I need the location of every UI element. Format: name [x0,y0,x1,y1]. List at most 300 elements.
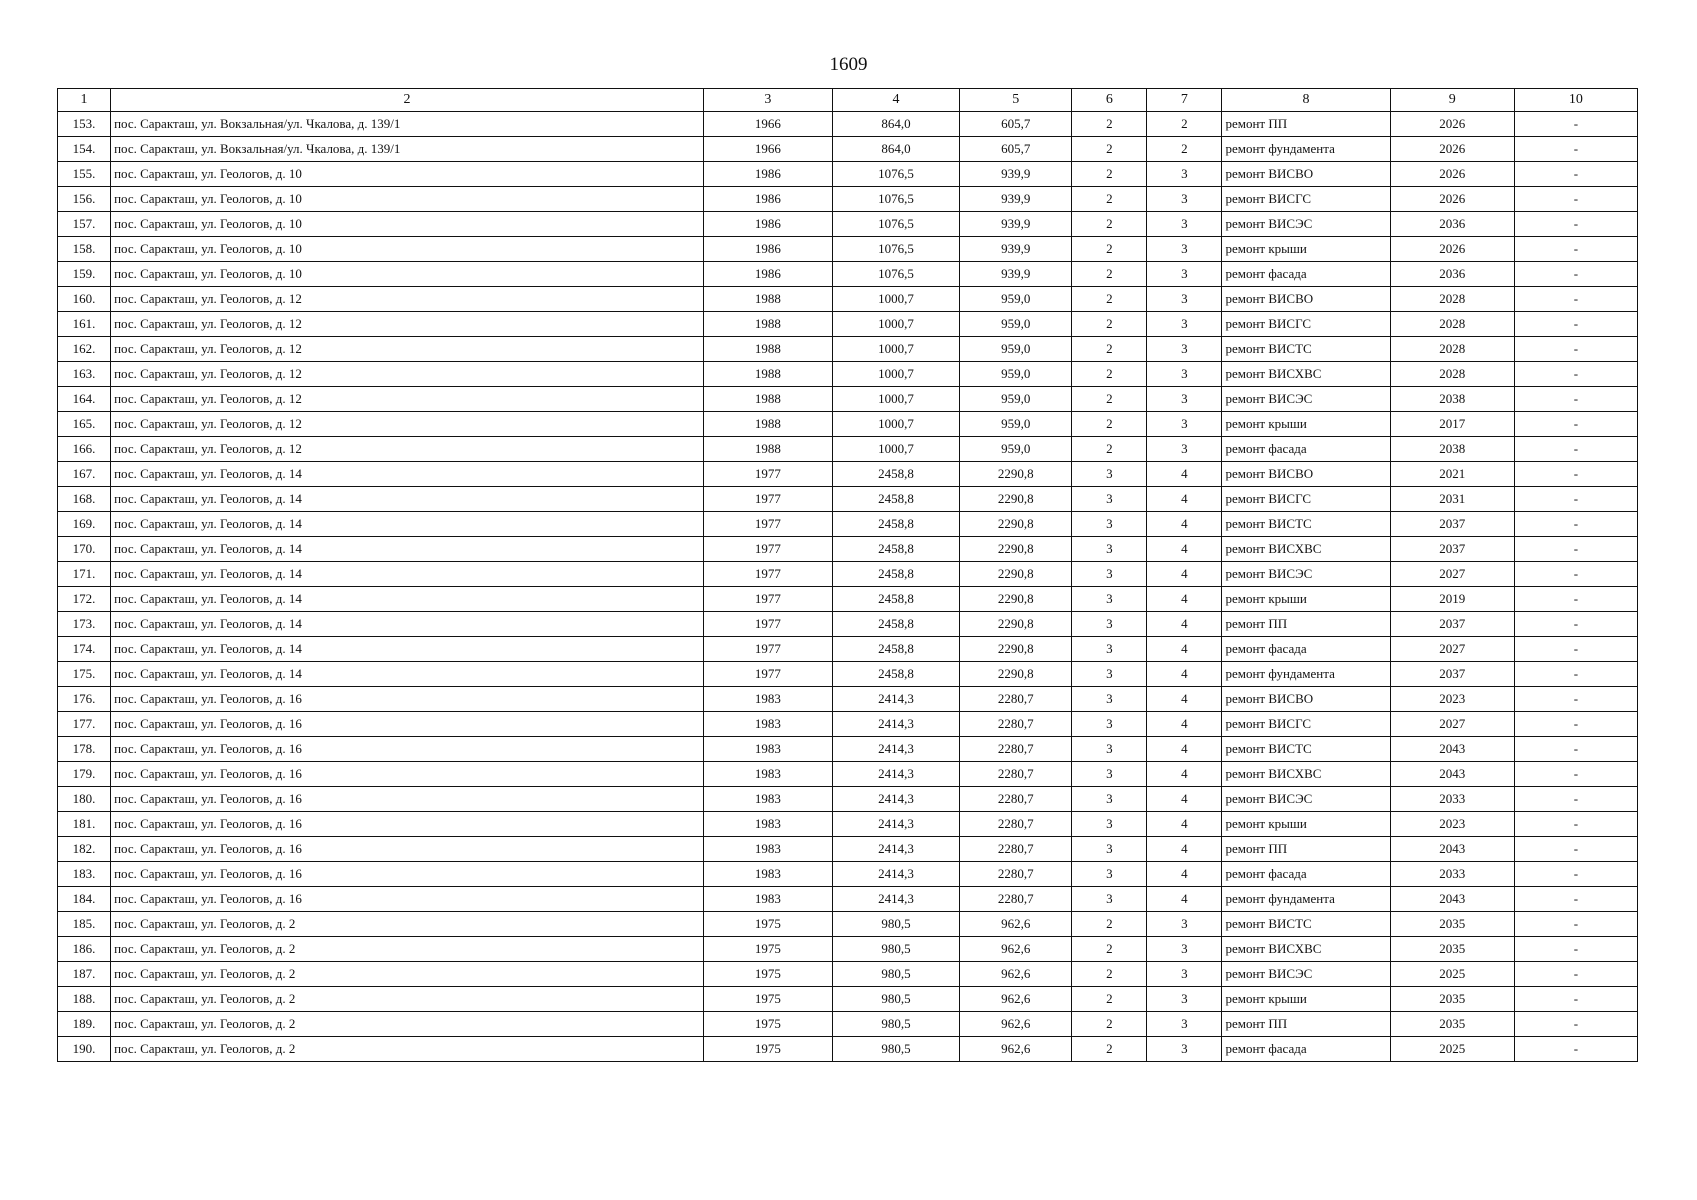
row-number-cell: 157. [58,212,111,237]
planned-year-cell: 2028 [1390,362,1514,387]
row-number-cell: 173. [58,612,111,637]
planned-year-cell: 2035 [1390,937,1514,962]
work-type-cell: ремонт ВИСЭС [1222,212,1390,237]
planned-year-cell: 2036 [1390,212,1514,237]
row-number-cell: 181. [58,812,111,837]
living-area-cell: 2280,7 [960,687,1072,712]
work-type-cell: ремонт ВИСТС [1222,337,1390,362]
living-area-cell: 2290,8 [960,662,1072,687]
entrances-count-cell: 3 [1147,1037,1222,1062]
floors-count-cell: 2 [1072,1037,1147,1062]
work-type-cell: ремонт ВИСВО [1222,687,1390,712]
work-type-cell: ремонт ВИСВО [1222,462,1390,487]
entrances-count-cell: 3 [1147,337,1222,362]
note-cell: - [1514,587,1637,612]
note-cell: - [1514,212,1637,237]
address-cell: пос. Саракташ, ул. Геологов, д. 10 [111,162,704,187]
planned-year-cell: 2025 [1390,962,1514,987]
capital-repair-table [57,88,1638,1062]
entrances-count-cell: 2 [1147,137,1222,162]
table-row [58,1012,1638,1037]
address-cell: пос. Саракташ, ул. Геологов, д. 12 [111,387,704,412]
work-type-cell: ремонт фасада [1222,1037,1390,1062]
table-row [58,837,1638,862]
entrances-count-cell: 4 [1147,737,1222,762]
work-type-cell: ремонт ВИСХВС [1222,762,1390,787]
total-area-cell: 2414,3 [832,687,959,712]
entrances-count-cell: 4 [1147,462,1222,487]
note-cell: - [1514,387,1637,412]
table-row [58,937,1638,962]
note-cell: - [1514,737,1637,762]
address-cell: пос. Саракташ, ул. Геологов, д. 16 [111,812,704,837]
work-type-cell: ремонт ВИСЭС [1222,387,1390,412]
note-cell: - [1514,537,1637,562]
row-number-cell: 165. [58,412,111,437]
floors-count-cell: 2 [1072,912,1147,937]
work-type-cell: ремонт ВИСЭС [1222,962,1390,987]
floors-count-cell: 2 [1072,412,1147,437]
year-built-cell: 1983 [703,787,832,812]
total-area-cell: 2458,8 [832,462,959,487]
work-type-cell: ремонт ВИСТС [1222,912,1390,937]
column-header: 10 [1514,89,1637,112]
work-type-cell: ремонт ВИСТС [1222,737,1390,762]
table-row [58,137,1638,162]
column-header: 8 [1222,89,1390,112]
row-number-cell: 156. [58,187,111,212]
table-row [58,562,1638,587]
work-type-cell: ремонт ВИСГС [1222,712,1390,737]
total-area-cell: 980,5 [832,1037,959,1062]
planned-year-cell: 2027 [1390,637,1514,662]
row-number-cell: 174. [58,637,111,662]
address-cell: пос. Саракташ, ул. Геологов, д. 2 [111,1037,704,1062]
work-type-cell: ремонт фасада [1222,637,1390,662]
table-body [58,112,1638,1062]
planned-year-cell: 2043 [1390,837,1514,862]
planned-year-cell: 2026 [1390,137,1514,162]
living-area-cell: 962,6 [960,1037,1072,1062]
total-area-cell: 1000,7 [832,337,959,362]
planned-year-cell: 2037 [1390,512,1514,537]
total-area-cell: 2414,3 [832,862,959,887]
address-cell: пос. Саракташ, ул. Геологов, д. 14 [111,662,704,687]
work-type-cell: ремонт фундамента [1222,887,1390,912]
entrances-count-cell: 4 [1147,662,1222,687]
planned-year-cell: 2035 [1390,912,1514,937]
planned-year-cell: 2026 [1390,112,1514,137]
note-cell: - [1514,612,1637,637]
living-area-cell: 939,9 [960,237,1072,262]
entrances-count-cell: 3 [1147,187,1222,212]
entrances-count-cell: 4 [1147,762,1222,787]
floors-count-cell: 2 [1072,237,1147,262]
year-built-cell: 1986 [703,162,832,187]
table-row [58,662,1638,687]
floors-count-cell: 2 [1072,1012,1147,1037]
entrances-count-cell: 4 [1147,612,1222,637]
floors-count-cell: 2 [1072,387,1147,412]
living-area-cell: 939,9 [960,262,1072,287]
total-area-cell: 2458,8 [832,662,959,687]
planned-year-cell: 2028 [1390,337,1514,362]
note-cell: - [1514,987,1637,1012]
year-built-cell: 1988 [703,412,832,437]
note-cell: - [1514,637,1637,662]
entrances-count-cell: 3 [1147,937,1222,962]
address-cell: пос. Саракташ, ул. Геологов, д. 2 [111,987,704,1012]
entrances-count-cell: 3 [1147,212,1222,237]
work-type-cell: ремонт крыши [1222,987,1390,1012]
entrances-count-cell: 4 [1147,512,1222,537]
table-row [58,912,1638,937]
floors-count-cell: 3 [1072,712,1147,737]
year-built-cell: 1975 [703,912,832,937]
year-built-cell: 1975 [703,1037,832,1062]
table-row [58,162,1638,187]
planned-year-cell: 2026 [1390,237,1514,262]
table-row [58,187,1638,212]
planned-year-cell: 2017 [1390,412,1514,437]
note-cell: - [1514,112,1637,137]
table-row [58,1037,1638,1062]
address-cell: пос. Саракташ, ул. Геологов, д. 14 [111,562,704,587]
entrances-count-cell: 4 [1147,537,1222,562]
entrances-count-cell: 4 [1147,812,1222,837]
floors-count-cell: 3 [1072,587,1147,612]
floors-count-cell: 2 [1072,187,1147,212]
note-cell: - [1514,262,1637,287]
address-cell: пос. Саракташ, ул. Геологов, д. 14 [111,537,704,562]
living-area-cell: 2280,7 [960,787,1072,812]
year-built-cell: 1983 [703,737,832,762]
table-row [58,787,1638,812]
entrances-count-cell: 4 [1147,712,1222,737]
address-cell: пос. Саракташ, ул. Геологов, д. 16 [111,787,704,812]
table-row [58,362,1638,387]
table-row [58,212,1638,237]
address-cell: пос. Саракташ, ул. Геологов, д. 14 [111,512,704,537]
table-row [58,287,1638,312]
row-number-cell: 182. [58,837,111,862]
page-number: 1609 [829,54,868,75]
total-area-cell: 980,5 [832,937,959,962]
note-cell: - [1514,837,1637,862]
table-row [58,587,1638,612]
note-cell: - [1514,287,1637,312]
row-number-cell: 164. [58,387,111,412]
entrances-count-cell: 3 [1147,962,1222,987]
planned-year-cell: 2027 [1390,562,1514,587]
row-number-cell: 160. [58,287,111,312]
planned-year-cell: 2028 [1390,287,1514,312]
work-type-cell: ремонт ВИСТС [1222,512,1390,537]
entrances-count-cell: 3 [1147,287,1222,312]
living-area-cell: 2290,8 [960,487,1072,512]
work-type-cell: ремонт крыши [1222,412,1390,437]
work-type-cell: ремонт крыши [1222,812,1390,837]
row-number-cell: 179. [58,762,111,787]
total-area-cell: 1000,7 [832,312,959,337]
row-number-cell: 184. [58,887,111,912]
floors-count-cell: 2 [1072,937,1147,962]
table-row [58,112,1638,137]
entrances-count-cell: 4 [1147,862,1222,887]
total-area-cell: 980,5 [832,962,959,987]
planned-year-cell: 2037 [1390,612,1514,637]
address-cell: пос. Саракташ, ул. Вокзальная/ул. Чкалова, д. 139/1 [111,112,704,137]
note-cell: - [1514,412,1637,437]
floors-count-cell: 3 [1072,787,1147,812]
total-area-cell: 2414,3 [832,762,959,787]
floors-count-cell: 3 [1072,837,1147,862]
note-cell: - [1514,562,1637,587]
address-cell: пос. Саракташ, ул. Геологов, д. 12 [111,312,704,337]
total-area-cell: 2458,8 [832,512,959,537]
total-area-cell: 1000,7 [832,387,959,412]
floors-count-cell: 3 [1072,537,1147,562]
year-built-cell: 1975 [703,937,832,962]
total-area-cell: 1000,7 [832,362,959,387]
planned-year-cell: 2021 [1390,462,1514,487]
floors-count-cell: 2 [1072,262,1147,287]
address-cell: пос. Саракташ, ул. Геологов, д. 14 [111,587,704,612]
total-area-cell: 2458,8 [832,587,959,612]
row-number-cell: 172. [58,587,111,612]
row-number-cell: 187. [58,962,111,987]
column-header: 1 [58,89,111,112]
row-number-cell: 161. [58,312,111,337]
note-cell: - [1514,762,1637,787]
address-cell: пос. Саракташ, ул. Геологов, д. 14 [111,487,704,512]
table-row [58,887,1638,912]
work-type-cell: ремонт ВИСЭС [1222,562,1390,587]
year-built-cell: 1988 [703,437,832,462]
entrances-count-cell: 3 [1147,237,1222,262]
row-number-cell: 167. [58,462,111,487]
total-area-cell: 1076,5 [832,187,959,212]
note-cell: - [1514,337,1637,362]
table-row [58,637,1638,662]
work-type-cell: ремонт ВИСГС [1222,187,1390,212]
row-number-cell: 189. [58,1012,111,1037]
entrances-count-cell: 3 [1147,262,1222,287]
planned-year-cell: 2038 [1390,437,1514,462]
floors-count-cell: 2 [1072,212,1147,237]
planned-year-cell: 2035 [1390,987,1514,1012]
table-row [58,537,1638,562]
total-area-cell: 980,5 [832,912,959,937]
entrances-count-cell: 4 [1147,587,1222,612]
address-cell: пос. Саракташ, ул. Геологов, д. 16 [111,862,704,887]
note-cell: - [1514,487,1637,512]
row-number-cell: 176. [58,687,111,712]
total-area-cell: 2414,3 [832,737,959,762]
living-area-cell: 605,7 [960,112,1072,137]
floors-count-cell: 2 [1072,287,1147,312]
living-area-cell: 2280,7 [960,712,1072,737]
floors-count-cell: 2 [1072,362,1147,387]
note-cell: - [1514,662,1637,687]
floors-count-cell: 2 [1072,137,1147,162]
floors-count-cell: 3 [1072,637,1147,662]
note-cell: - [1514,912,1637,937]
address-cell: пос. Саракташ, ул. Геологов, д. 10 [111,187,704,212]
table-row [58,412,1638,437]
living-area-cell: 939,9 [960,212,1072,237]
floors-count-cell: 2 [1072,337,1147,362]
year-built-cell: 1983 [703,712,832,737]
total-area-cell: 864,0 [832,137,959,162]
work-type-cell: ремонт фасада [1222,262,1390,287]
row-number-cell: 166. [58,437,111,462]
row-number-cell: 177. [58,712,111,737]
row-number-cell: 171. [58,562,111,587]
planned-year-cell: 2026 [1390,162,1514,187]
entrances-count-cell: 3 [1147,987,1222,1012]
column-header: 2 [111,89,704,112]
work-type-cell: ремонт ПП [1222,1012,1390,1037]
planned-year-cell: 2035 [1390,1012,1514,1037]
total-area-cell: 1000,7 [832,437,959,462]
total-area-cell: 2458,8 [832,537,959,562]
work-type-cell: ремонт ВИСВО [1222,287,1390,312]
address-cell: пос. Саракташ, ул. Геологов, д. 14 [111,462,704,487]
year-built-cell: 1977 [703,612,832,637]
year-built-cell: 1988 [703,287,832,312]
planned-year-cell: 2043 [1390,887,1514,912]
year-built-cell: 1983 [703,762,832,787]
address-cell: пос. Саракташ, ул. Геологов, д. 16 [111,887,704,912]
note-cell: - [1514,687,1637,712]
row-number-cell: 175. [58,662,111,687]
living-area-cell: 2290,8 [960,462,1072,487]
year-built-cell: 1977 [703,562,832,587]
floors-count-cell: 3 [1072,562,1147,587]
living-area-cell: 2280,7 [960,737,1072,762]
column-header: 9 [1390,89,1514,112]
address-cell: пос. Саракташ, ул. Геологов, д. 12 [111,287,704,312]
row-number-cell: 190. [58,1037,111,1062]
work-type-cell: ремонт ВИСГС [1222,487,1390,512]
entrances-count-cell: 4 [1147,487,1222,512]
address-cell: пос. Саракташ, ул. Геологов, д. 10 [111,262,704,287]
entrances-count-cell: 3 [1147,912,1222,937]
entrances-count-cell: 3 [1147,362,1222,387]
work-type-cell: ремонт ВИСХВС [1222,537,1390,562]
year-built-cell: 1975 [703,962,832,987]
address-cell: пос. Саракташ, ул. Геологов, д. 16 [111,737,704,762]
entrances-count-cell: 4 [1147,837,1222,862]
living-area-cell: 962,6 [960,912,1072,937]
row-number-cell: 159. [58,262,111,287]
address-cell: пос. Саракташ, ул. Геологов, д. 16 [111,837,704,862]
year-built-cell: 1966 [703,112,832,137]
header-row [58,89,1638,112]
column-header: 3 [703,89,832,112]
table-row [58,812,1638,837]
year-built-cell: 1983 [703,837,832,862]
total-area-cell: 1076,5 [832,212,959,237]
table-row [58,712,1638,737]
table-row [58,437,1638,462]
note-cell: - [1514,887,1637,912]
row-number-cell: 155. [58,162,111,187]
row-number-cell: 162. [58,337,111,362]
address-cell: пос. Саракташ, ул. Геологов, д. 14 [111,612,704,637]
floors-count-cell: 3 [1072,812,1147,837]
entrances-count-cell: 4 [1147,887,1222,912]
living-area-cell: 2290,8 [960,562,1072,587]
year-built-cell: 1975 [703,1012,832,1037]
year-built-cell: 1977 [703,462,832,487]
address-cell: пос. Саракташ, ул. Геологов, д. 16 [111,762,704,787]
year-built-cell: 1977 [703,587,832,612]
note-cell: - [1514,437,1637,462]
entrances-count-cell: 4 [1147,562,1222,587]
note-cell: - [1514,137,1637,162]
table-row [58,337,1638,362]
table-row [58,687,1638,712]
year-built-cell: 1983 [703,812,832,837]
work-type-cell: ремонт крыши [1222,587,1390,612]
planned-year-cell: 2023 [1390,812,1514,837]
address-cell: пос. Саракташ, ул. Геологов, д. 10 [111,237,704,262]
address-cell: пос. Саракташ, ул. Геологов, д. 2 [111,912,704,937]
floors-count-cell: 2 [1072,437,1147,462]
floors-count-cell: 2 [1072,162,1147,187]
living-area-cell: 959,0 [960,362,1072,387]
table-row [58,237,1638,262]
note-cell: - [1514,712,1637,737]
year-built-cell: 1977 [703,487,832,512]
work-type-cell: ремонт ВИСЭС [1222,787,1390,812]
note-cell: - [1514,962,1637,987]
table-row [58,612,1638,637]
planned-year-cell: 2028 [1390,312,1514,337]
address-cell: пос. Саракташ, ул. Геологов, д. 14 [111,637,704,662]
living-area-cell: 2290,8 [960,512,1072,537]
work-type-cell: ремонт ПП [1222,112,1390,137]
total-area-cell: 2458,8 [832,637,959,662]
note-cell: - [1514,1012,1637,1037]
row-number-cell: 185. [58,912,111,937]
table-row [58,962,1638,987]
row-number-cell: 170. [58,537,111,562]
row-number-cell: 169. [58,512,111,537]
row-number-cell: 158. [58,237,111,262]
year-built-cell: 1988 [703,312,832,337]
floors-count-cell: 3 [1072,487,1147,512]
total-area-cell: 1076,5 [832,262,959,287]
entrances-count-cell: 3 [1147,162,1222,187]
year-built-cell: 1986 [703,212,832,237]
note-cell: - [1514,937,1637,962]
table-row [58,487,1638,512]
year-built-cell: 1966 [703,137,832,162]
living-area-cell: 2290,8 [960,637,1072,662]
year-built-cell: 1986 [703,237,832,262]
living-area-cell: 939,9 [960,162,1072,187]
planned-year-cell: 2033 [1390,862,1514,887]
column-header: 6 [1072,89,1147,112]
table-row [58,387,1638,412]
row-number-cell: 186. [58,937,111,962]
note-cell: - [1514,1037,1637,1062]
column-header: 5 [960,89,1072,112]
entrances-count-cell: 3 [1147,437,1222,462]
